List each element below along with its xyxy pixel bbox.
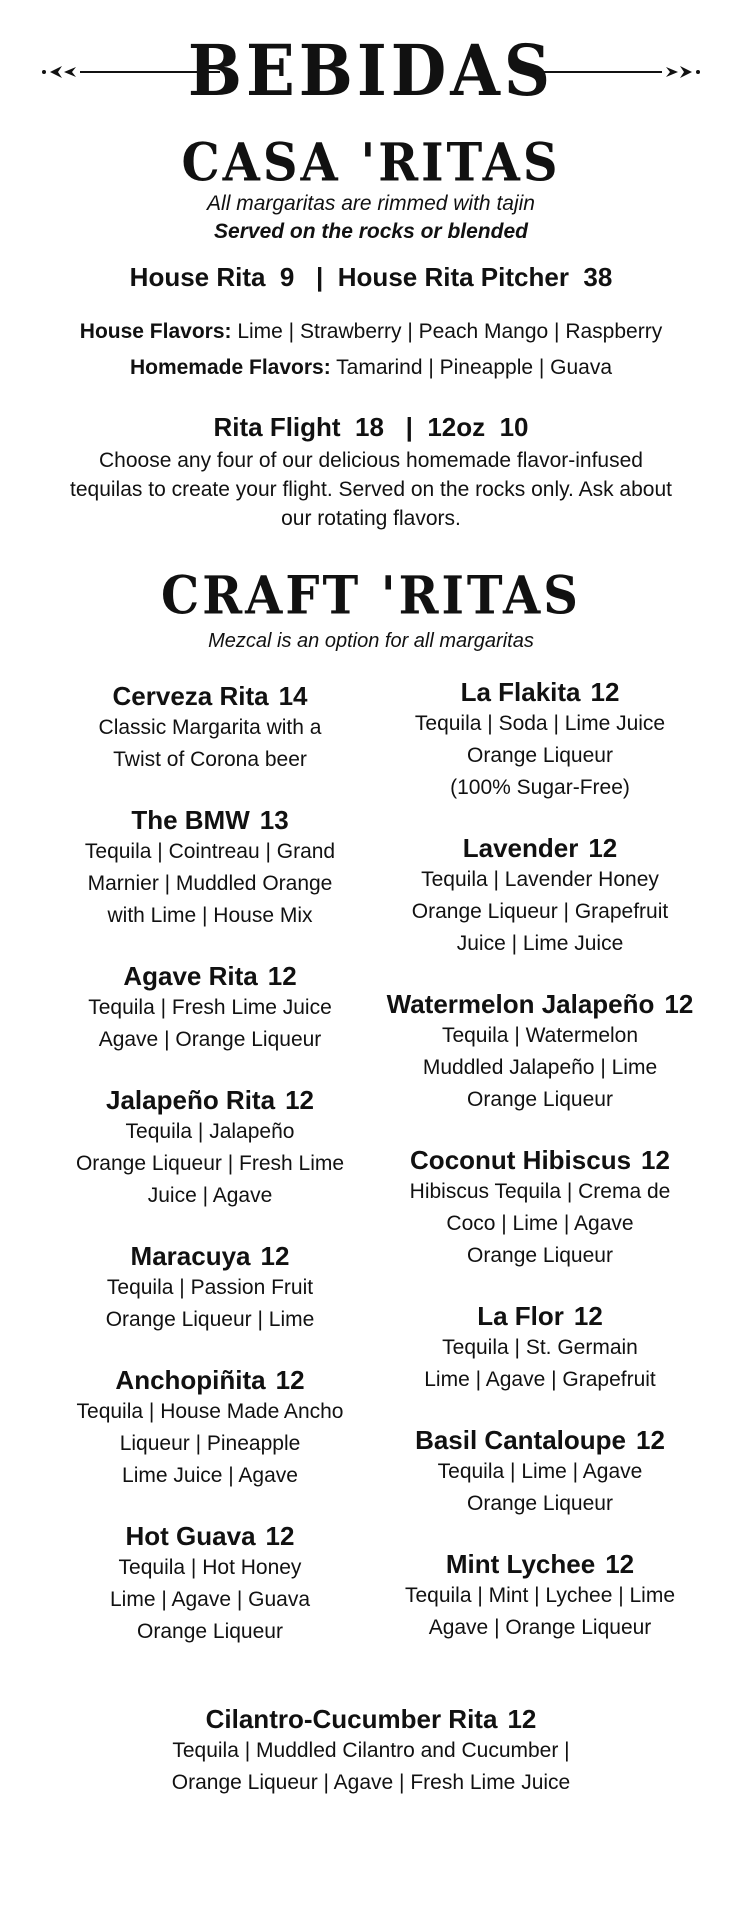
item-ingredients: Tequila | Mint | Lychee | Lime bbox=[404, 1584, 676, 1607]
item-ingredients: Tequila | Passion Fruit bbox=[106, 1276, 314, 1299]
item-price: 12 bbox=[507, 1704, 537, 1734]
item-name-line bbox=[40, 804, 380, 836]
item-ingredients: Agave | Orange Liqueur bbox=[98, 1028, 322, 1051]
item-name-line bbox=[40, 1084, 380, 1116]
item-ingredients: Lime | Agave | Guava bbox=[109, 1588, 311, 1611]
rita-flight-prices: Rita Flight 18 | 12oz 10 bbox=[213, 412, 529, 442]
item-name-line bbox=[40, 1364, 380, 1396]
item-ingredients: Agave | Orange Liqueur bbox=[428, 1616, 652, 1639]
item-price: 12 bbox=[605, 1549, 635, 1579]
item-name-line bbox=[365, 676, 715, 708]
item-ingredients: Orange Liqueur bbox=[137, 1620, 283, 1643]
item-ingredients: Orange Liqueur | Agave | Fresh Lime Juice bbox=[171, 1771, 571, 1794]
item-ingredients: Tequila | Hot Honey bbox=[118, 1556, 302, 1579]
item-price: 12 bbox=[285, 1085, 314, 1115]
item-name: Coconut Hibiscus bbox=[410, 1145, 632, 1175]
menu-item bbox=[40, 1084, 380, 1212]
item-price: 12 bbox=[265, 1521, 295, 1551]
item-ingredients: Orange Liqueur bbox=[467, 1492, 613, 1515]
item-price: 12 bbox=[590, 677, 620, 707]
tajin-note: All margaritas are rimmed with tajin bbox=[207, 192, 535, 215]
item-name: La Flakita bbox=[460, 677, 581, 707]
item-ingredients: Orange Liqueur bbox=[467, 744, 613, 767]
item-name-line bbox=[365, 1300, 715, 1332]
item-description bbox=[40, 1272, 380, 1336]
item-name: Cilantro-Cucumber Rita bbox=[205, 1704, 498, 1734]
item-ingredients: Juice | Lime Juice bbox=[456, 932, 624, 955]
menu-title: BEBIDAS bbox=[187, 30, 555, 113]
house-flavors bbox=[0, 320, 742, 344]
item-ingredients: Tequila | St. Germain bbox=[442, 1336, 638, 1359]
rita-flight-description: Choose any four of our delicious homemade flavor-infused tequilas to create your flight. Served on the rocks only. Ask about our rotating flavors. bbox=[70, 449, 672, 530]
item-name: Mint Lychee bbox=[445, 1549, 596, 1579]
item-ingredients: Tequila | House Made Ancho bbox=[76, 1400, 344, 1423]
item-price: 12 bbox=[275, 1365, 305, 1395]
item-description bbox=[40, 1116, 380, 1212]
item-name-line bbox=[40, 680, 380, 712]
item-price: 13 bbox=[259, 805, 289, 835]
casa-ritas-heading: CASA 'RITAS bbox=[181, 132, 561, 194]
item-name-line bbox=[40, 1240, 380, 1272]
item-ingredients: Tequila | Jalapeño bbox=[125, 1120, 295, 1143]
item-description bbox=[40, 712, 380, 776]
craft-ritas-heading: CRAFT 'RITAS bbox=[161, 565, 581, 627]
item-description bbox=[365, 1176, 715, 1272]
item-description bbox=[40, 992, 380, 1056]
item-price: 12 bbox=[641, 1145, 670, 1175]
item-name-line bbox=[365, 1144, 715, 1176]
menu-item bbox=[40, 960, 380, 1056]
item-description bbox=[365, 1456, 715, 1520]
craft-left-column bbox=[40, 680, 380, 1676]
item-ingredients: with Lime | House Mix bbox=[107, 904, 313, 927]
menu-item bbox=[365, 1424, 715, 1520]
craft-right-column bbox=[365, 676, 715, 1672]
homemade-flavors-list: Tamarind | Pineapple | Guava bbox=[330, 356, 613, 379]
item-name-line bbox=[365, 1548, 715, 1580]
item-price: 12 bbox=[636, 1425, 665, 1455]
item-name-line bbox=[0, 1703, 742, 1735]
item-ingredients: Juice | Agave bbox=[147, 1184, 273, 1207]
item-description bbox=[365, 1580, 715, 1644]
house-flavors-label: House Flavors: bbox=[79, 320, 232, 343]
item-description bbox=[365, 1332, 715, 1396]
item-price: 12 bbox=[267, 961, 297, 991]
homemade-flavors bbox=[0, 356, 742, 380]
item-ingredients: Tequila | Muddled Cilantro and Cucumber | bbox=[172, 1739, 570, 1762]
item-ingredients: Orange Liqueur | Lime bbox=[105, 1308, 315, 1331]
item-description bbox=[40, 836, 380, 932]
item-name-line bbox=[40, 1520, 380, 1552]
item-ingredients: Orange Liqueur | Grapefruit bbox=[411, 900, 669, 923]
item-name: La Flor bbox=[477, 1301, 564, 1331]
menu-item bbox=[365, 988, 715, 1116]
homemade-flavors-label: Homemade Flavors: bbox=[129, 356, 331, 379]
item-name: Jalapeño Rita bbox=[106, 1085, 276, 1115]
item-price: 12 bbox=[573, 1301, 603, 1331]
item-description bbox=[40, 1396, 380, 1492]
item-name: Anchopiñita bbox=[115, 1365, 266, 1395]
item-name: Cerveza Rita bbox=[112, 681, 269, 711]
item-ingredients: Tequila | Lime | Agave bbox=[437, 1460, 643, 1483]
menu-item bbox=[40, 1240, 380, 1336]
menu-item bbox=[365, 1300, 715, 1396]
item-name: Maracuya bbox=[130, 1241, 251, 1271]
item-name-line bbox=[365, 832, 715, 864]
item-ingredients: Orange Liqueur bbox=[467, 1088, 613, 1111]
menu-item bbox=[365, 832, 715, 960]
rocks-blended-note: Served on the rocks or blended bbox=[214, 220, 528, 243]
item-price: 14 bbox=[278, 681, 308, 711]
item-ingredients: Lime Juice | Agave bbox=[122, 1464, 298, 1487]
item-description bbox=[365, 708, 715, 804]
item-name: Agave Rita bbox=[123, 961, 258, 991]
item-description bbox=[40, 1552, 380, 1648]
menu-item bbox=[0, 1703, 742, 1799]
menu-item bbox=[40, 804, 380, 932]
item-name-line bbox=[40, 960, 380, 992]
item-description bbox=[0, 1735, 742, 1799]
item-name-line bbox=[365, 1424, 715, 1456]
item-ingredients: Tequila | Cointreau | Grand bbox=[84, 840, 336, 863]
item-price: 12 bbox=[260, 1241, 290, 1271]
item-name: The BMW bbox=[131, 805, 250, 835]
mezcal-note: Mezcal is an option for all margaritas bbox=[208, 630, 534, 652]
item-ingredients: (100% Sugar-Free) bbox=[450, 776, 630, 799]
item-price: 12 bbox=[664, 989, 694, 1019]
arrow-flourish-right-icon bbox=[522, 66, 702, 78]
item-ingredients: Tequila | Watermelon bbox=[441, 1024, 639, 1047]
item-ingredients: Twist of Corona beer bbox=[113, 748, 307, 771]
item-ingredients: Liqueur | Pineapple bbox=[119, 1432, 301, 1455]
item-ingredients: Lime | Agave | Grapefruit bbox=[424, 1368, 656, 1391]
item-price: 12 bbox=[588, 833, 618, 863]
item-ingredients: Orange Liqueur bbox=[467, 1244, 613, 1267]
menu-item bbox=[365, 1548, 715, 1644]
menu-item bbox=[40, 1364, 380, 1492]
menu-item bbox=[365, 676, 715, 804]
item-ingredients: Orange Liqueur | Fresh Lime bbox=[75, 1152, 345, 1175]
item-name-line bbox=[365, 988, 715, 1020]
item-ingredients: Classic Margarita with a bbox=[98, 716, 322, 739]
item-description bbox=[365, 1020, 715, 1116]
item-name: Lavender bbox=[462, 833, 579, 863]
item-name: Hot Guava bbox=[125, 1521, 256, 1551]
item-ingredients: Tequila | Lavender Honey bbox=[421, 868, 659, 891]
item-ingredients: Coco | Lime | Agave bbox=[446, 1212, 634, 1235]
item-name: Basil Cantaloupe bbox=[415, 1425, 626, 1455]
item-ingredients: Tequila | Soda | Lime Juice bbox=[414, 712, 666, 735]
item-ingredients: Marnier | Muddled Orange bbox=[87, 872, 333, 895]
item-ingredients: Hibiscus Tequila | Crema de bbox=[409, 1180, 671, 1203]
item-ingredients: Muddled Jalapeño | Lime bbox=[422, 1056, 658, 1079]
house-rita-prices: House Rita 9 | House Rita Pitcher 38 bbox=[129, 262, 613, 292]
item-name: Watermelon Jalapeño bbox=[386, 989, 655, 1019]
item-description bbox=[365, 864, 715, 960]
menu-item bbox=[365, 1144, 715, 1272]
house-flavors-list: Lime | Strawberry | Peach Mango | Raspberry bbox=[231, 320, 663, 343]
item-ingredients: Tequila | Fresh Lime Juice bbox=[88, 996, 332, 1019]
menu-item bbox=[40, 680, 380, 776]
header-banner bbox=[0, 30, 742, 113]
menu-item bbox=[40, 1520, 380, 1648]
